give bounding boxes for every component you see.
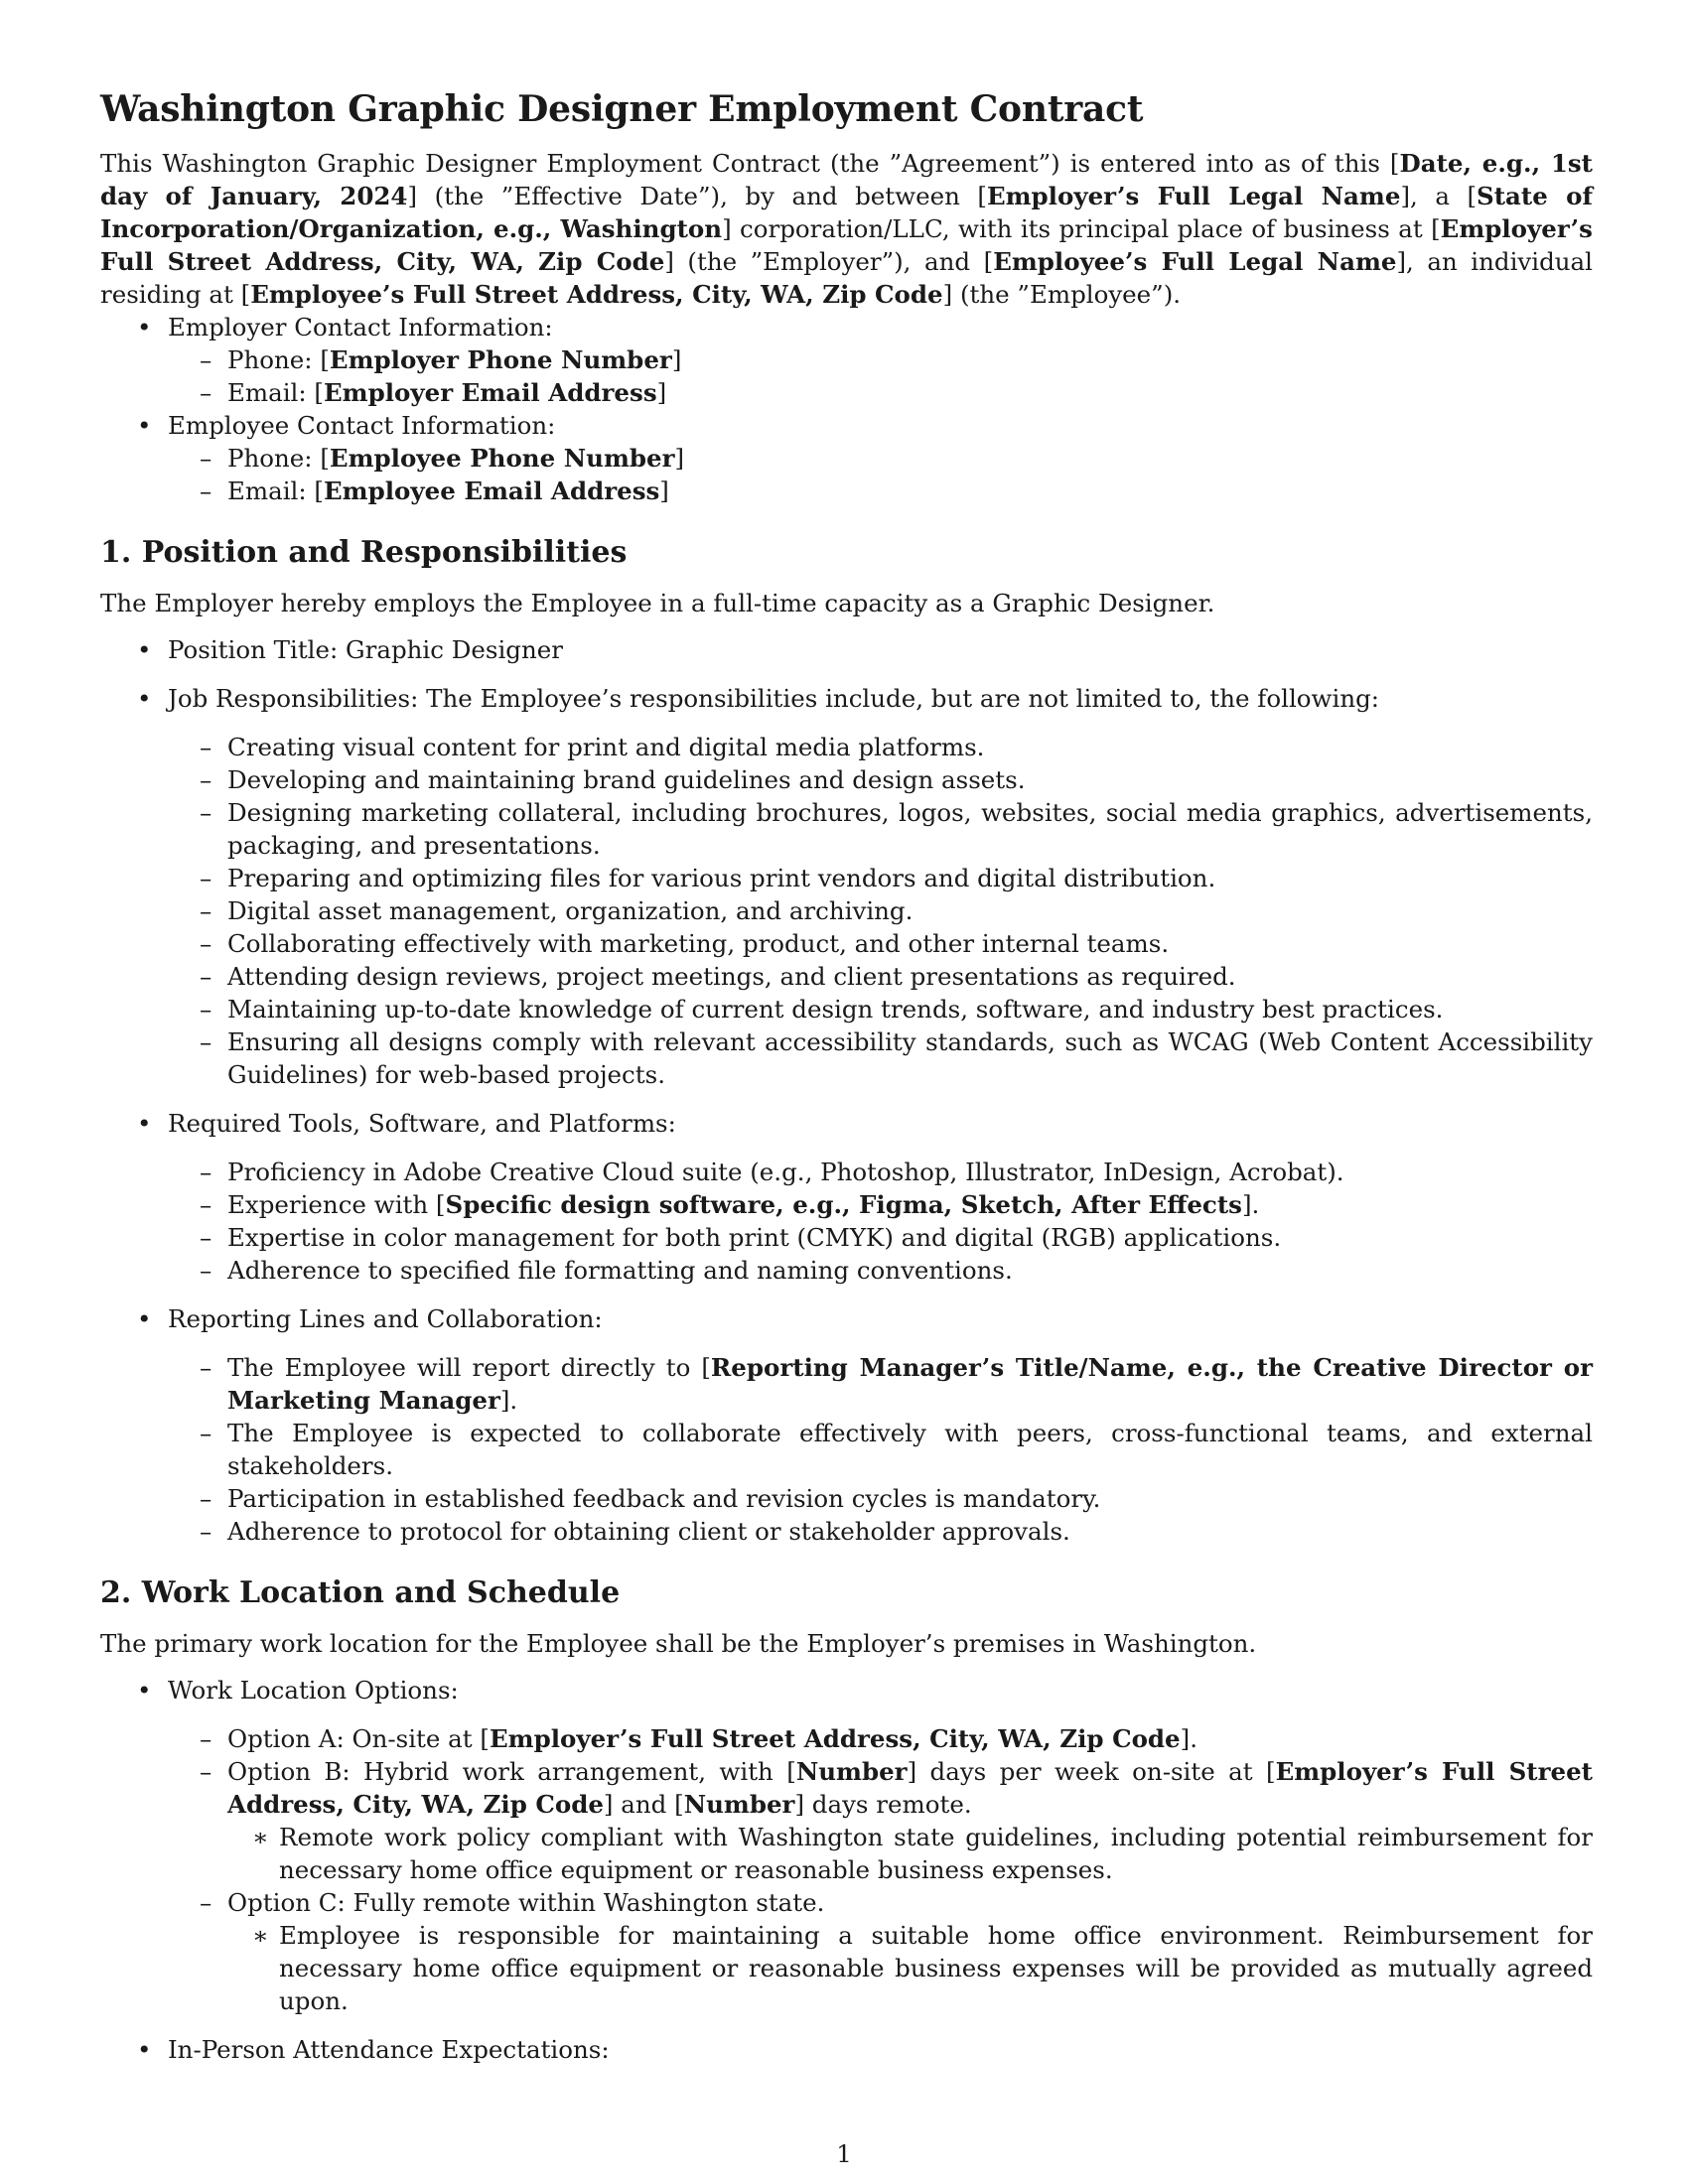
option-c-sublist [227,1919,1593,2017]
intro-text: ], a [ [1400,182,1477,210]
employer-phone-placeholder: Employer Phone Number [329,345,672,374]
tool-item: – Expertise in color management for both print (CMYK) and digital (RGB) applications. [167,1221,1593,1254]
option-c-detail: ∗ Employee is responsible for maintaining a suitable home office environment. Reimbursement for necessary home office equipment or reasonable business expenses will be provided as mutually agreed upon. [227,1919,1593,2017]
reporting-item [100,1302,1593,1548]
employee-contact-label: Employee Contact Information: [168,411,556,440]
tools-item [100,1107,1593,1287]
employee-phone-item [167,442,1593,475]
option-text: ]. [1180,1724,1197,1753]
reporting-line-item: – Participation in established feedback and revision cycles is mandatory. [167,1482,1593,1515]
section1-list [100,633,1593,1548]
job-responsibilities-label: Job Responsibilities: The Employee’s responsibilities include, but are not limited to, the following: [168,684,1380,713]
work-location-options-label: Work Location Options: [168,1676,459,1705]
bracket-close: ] [656,378,667,407]
employer-contact-sublist [168,343,1593,409]
intro-text: This Washington Graphic Designer Employment Contract (the ”Agreement”) is entered into as of this [ [100,149,1400,178]
page-title: Washington Graphic Designer Employment Contract [100,88,1144,130]
reporting-line-item: – Adherence to protocol for obtaining client or stakeholder approvals. [167,1515,1593,1548]
state-placeholder: State of Incorporation/Organization, e.g., Washington [100,182,1594,243]
option-text: Option B: Hybrid work arrangement, with [ [227,1757,796,1786]
section2-list [100,1674,1593,2066]
responsibility-item: – Digital asset management, organization, and archiving. [167,894,1593,927]
section-intro: The primary work location for the Employee shall be the Employer’s premises in Washington. [100,1629,1257,1658]
number-placeholder: Number [683,1790,795,1819]
attendance-item: • In-Person Attendance Expectations: [100,2033,1593,2066]
employee-name-placeholder: Employee’s Full Legal Name [993,247,1397,276]
intro-text: ] (the ”Employee”). [942,280,1182,309]
bracket-close: ] [674,444,685,473]
reporting-list [168,1351,1593,1548]
option-a-item [167,1722,1593,1755]
responsibility-item: – Maintaining up-to-date knowledge of current design trends, software, and industry best practices. [167,993,1593,1025]
option-text: ] days per week on-site at [ [907,1757,1276,1786]
employer-address-placeholder: Employer’s Full Street Address, City, WA, Zip Code [100,214,1593,276]
tool-text: ]. [1241,1190,1260,1219]
option-text: Option C: Fully remote within Washington state. [227,1888,825,1917]
section-heading: 2. Work Location and Schedule [100,1575,621,1610]
job-responsibilities-item [100,682,1593,1091]
employee-email-placeholder: Employee Email Address [324,477,660,505]
page-number: 1 [836,2139,852,2168]
responsibility-item: – Designing marketing collateral, including brochures, logos, websites, social media graphics, advertisements, packaging, and presentations. [167,796,1593,862]
employer-email-placeholder: Employer Email Address [324,378,657,407]
date-placeholder: Date, e.g., 1st day of January, 2024 [100,149,1593,210]
tool-item: – Adherence to specified file formatting and naming conventions. [167,1254,1593,1287]
work-location-options-list [168,1722,1593,2017]
employee-address-placeholder: Employee’s Full Street Address, City, WA, Zip Code [250,280,943,309]
section-heading: 1. Position and Responsibilities [100,535,628,570]
intro-text: ], an individual residing at [ [100,247,1593,309]
reporting-text: ]. [499,1386,518,1415]
option-c-item [167,1886,1593,2017]
employer-email-item [167,376,1593,409]
employer-contact-item [100,311,1593,409]
option-text: ] days remote. [794,1790,972,1819]
software-placeholder: Specific design software, e.g., Figma, Sketch, After Effects [445,1190,1242,1219]
email-label: Email: [ [227,378,324,407]
phone-label: Phone: [ [227,345,330,374]
reporting-label: Reporting Lines and Collaboration: [168,1304,603,1333]
intro-paragraph [100,147,1593,311]
responsibility-item: – Developing and maintaining brand guidelines and design assets. [167,763,1593,796]
reporting-line-item [167,1351,1593,1417]
section-intro: The Employer hereby employs the Employee in a full-time capacity as a Graphic Designer. [100,589,1215,617]
employee-email-item [167,475,1593,507]
work-location-options-item [100,1674,1593,2017]
section-work-location [100,1573,1593,2066]
responsibilities-list [168,731,1593,1091]
tool-item: – Proficiency in Adobe Creative Cloud suite (e.g., Photoshop, Illustrator, InDesign, Acrobat). [167,1156,1593,1188]
tool-item [167,1188,1593,1221]
employer-phone-item [167,343,1593,376]
employer-address-placeholder: Employer’s Full Street Address, City, WA, Zip Code [490,1724,1181,1753]
responsibility-item: – Attending design reviews, project meetings, and client presentations as required. [167,960,1593,993]
reporting-text: The Employee will report directly to [ [227,1353,711,1382]
document-page [100,85,1593,2066]
responsibility-item: – Ensuring all designs comply with relevant accessibility standards, such as WCAG (Web Content Accessibility Guidelines) for web-based projects. [167,1025,1593,1091]
phone-label: Phone: [ [227,444,330,473]
position-title-item: • Position Title: Graphic Designer [100,633,1593,666]
option-b-item [167,1755,1593,1886]
bracket-close: ] [659,477,669,505]
option-b-sublist [227,1821,1593,1886]
option-b-detail: ∗ Remote work policy compliant with Washington state guidelines, including potential reimbursement for necessary home office equipment or reasonable business expenses. [227,1821,1593,1886]
employee-phone-placeholder: Employee Phone Number [329,444,675,473]
email-label: Email: [ [227,477,324,505]
responsibility-item: – Creating visual content for print and digital media platforms. [167,731,1593,763]
option-text: Option A: On-site at [ [227,1724,490,1753]
intro-text: ] corporation/LLC, with its principal place of business at [ [722,214,1441,243]
employee-contact-sublist [168,442,1593,507]
intro-text: ] (the ”Effective Date”), by and between [ [407,182,987,210]
employer-address-placeholder: Employer’s Full Street Address, City, WA, Zip Code [227,1757,1593,1819]
contact-list [100,311,1593,507]
responsibility-item: – Collaborating effectively with marketing, product, and other internal teams. [167,927,1593,960]
responsibility-item: – Preparing and optimizing files for various print vendors and digital distribution. [167,862,1593,894]
reporting-manager-placeholder: Reporting Manager’s Title/Name, e.g., the Creative Director or Marketing Manager [227,1353,1593,1415]
employee-contact-item [100,409,1593,507]
section-position-responsibilities [100,533,1593,1548]
option-text: ] and [ [603,1790,684,1819]
bracket-close: ] [671,345,682,374]
tools-label: Required Tools, Software, and Platforms: [168,1109,676,1138]
employer-contact-label: Employer Contact Information: [168,313,553,341]
intro-text: ] (the ”Employer”), and [ [664,247,994,276]
tool-text: Experience with [ [227,1190,446,1219]
number-placeholder: Number [795,1757,908,1786]
employer-name-placeholder: Employer’s Full Legal Name [986,182,1401,210]
tools-list [168,1156,1593,1287]
reporting-line-item: – The Employee is expected to collaborate effectively with peers, cross-functional teams, and external stakeholders. [167,1417,1593,1482]
